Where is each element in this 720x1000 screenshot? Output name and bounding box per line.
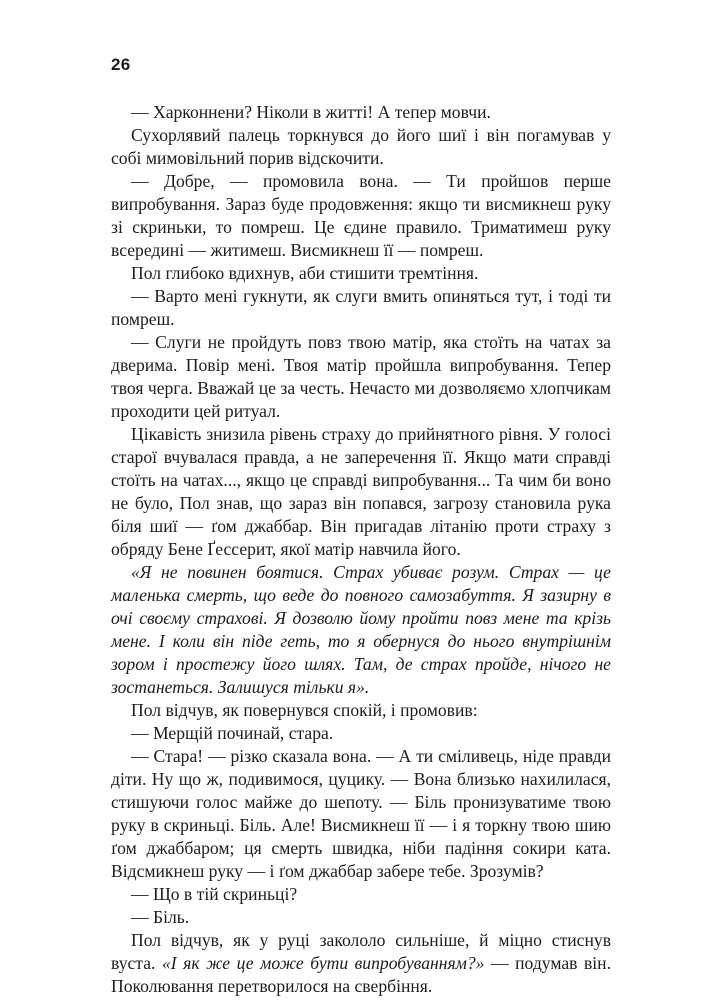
paragraph <box>111 929 611 998</box>
page-number: 26 <box>111 55 131 74</box>
paragraph-text: Пол відчув, як у руці закололо сильніше, й міцно стиснув вуста. <box>111 930 611 973</box>
paragraph: — Біль. <box>131 907 190 927</box>
paragraph: — Добре, — промовила вона. — Ти пройшов перше випробування. Зараз буде продовження: якщо ти висмикнеш руку зі скриньки, то помреш. Це єдине правило. Триматимеш руку всередині — житимеш. Висмикнеш її — помреш. <box>111 171 611 260</box>
paragraph: — Харконнени? Ніколи в житті! А тепер мовчи. <box>131 102 491 122</box>
litany-paragraph: «Я не повинен боятися. Страх убиває розум. Страх — це маленька смерть, що веде до повного самозабуття. Я зазирну в очі своєму страхові. Я дозволю йому пройти повз мене та крізь мене. І коли він піде геть, то я обернуся до нього внутрішнім зором і простежу його шлях. Там, де страх пройде, нічого не зостанеться. Залишуся тільки я». <box>111 562 611 697</box>
paragraph: — Варто мені гукнути, як слуги вмить опиняться тут, і тоді ти помреш. <box>111 286 611 329</box>
paragraph: — Що в тій скриньці? <box>131 884 298 904</box>
paragraph: Пол відчув, як повернувся спокій, і промовив: <box>131 700 478 720</box>
text-body <box>111 101 611 998</box>
italic-thought: «І як же це може бути випробуванням?» <box>161 953 485 973</box>
paragraph: — Мерщій починай, стара. <box>131 723 334 743</box>
paragraph: Сухорлявий палець торкнувся до його шиї і він погамував у собі мимовільний порив відскочити. <box>111 125 611 168</box>
paragraph-text: — подумав він. Поколювання перетворилося на свербіння. <box>111 953 612 996</box>
paragraph: — Стара! — різко сказала вона. — А ти сміливець, ніде правди діти. Ну що ж, подивимося, цуцику. — Вона близько нахилилася, стишуючи голос майже до шепоту. — Біль пронизуватиме твою руку в скриньці. Біль. Але! Висмикнеш її — і я торкну твою шию ґом джаббаром; ця смерть швидка, ніби падіння сокири ката. Відсмикнеш руку — і ґом джаббар забере тебе. Зрозумів? <box>111 746 611 881</box>
paragraph: Пол глибоко вдихнув, аби стишити тремтіння. <box>131 263 479 283</box>
paragraph: — Слуги не пройдуть повз твою матір, яка стоїть на чатах за дверима. Повір мені. Твоя матір пройшла випробування. Тепер твоя черга. Вважай це за честь. Нечасто ми дозволяємо хлопчикам проходити цей ритуал. <box>111 332 611 421</box>
paragraph: Цікавість знизила рівень страху до прийнятного рівня. У голосі старої вчувалася правда, а не заперечення її. Якщо мати справді стоїть на чатах..., якщо це справді випробування... Та чим би воно не було, Пол знав, що зараз він попався, загрозу становила рука біля шиї — ґом джаббар. Він пригадав літанію проти страху з обряду Бене Ґессерит, якої матір навчила його. <box>111 424 611 559</box>
